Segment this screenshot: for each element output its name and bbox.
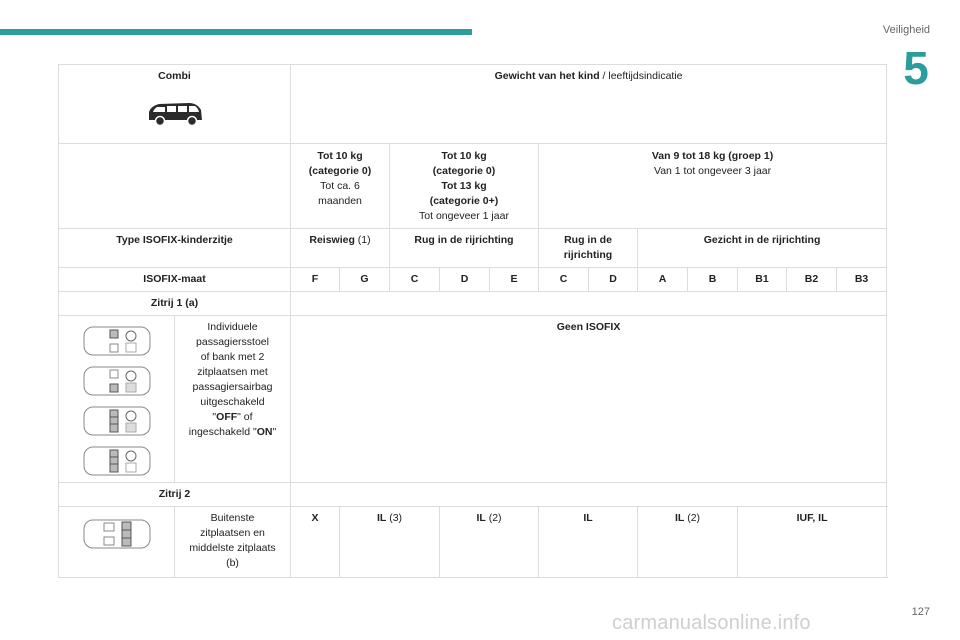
zitrij1-desc-line: passagiersstoel [196, 336, 269, 348]
group-0-line1: Tot 10 kg [317, 150, 363, 162]
group-1-line5: Tot ongeveer 1 jaar [419, 210, 509, 222]
zitrij2-desc-line: zitplaatsen en [200, 527, 265, 539]
zitrij2-value-gezicht: IUF, IL [738, 507, 887, 578]
van-icon [145, 98, 205, 128]
size-cell: A [638, 268, 688, 292]
header-accent-bar [0, 29, 472, 35]
zitrij2-value-rug2: IL [674, 512, 685, 524]
zitrij1-desc-line: Individuele [207, 321, 258, 333]
size-cell: F [291, 268, 340, 292]
zitrij1-header-row [59, 292, 887, 316]
seat-layout-icon [82, 444, 152, 478]
zitrij2-header-row [59, 483, 887, 507]
seat-layout-icon [82, 517, 152, 551]
zitrij2-desc-line: (b) [226, 557, 239, 569]
vehicle-label: Combi [158, 70, 191, 82]
weight-heading: Gewicht van het kind [494, 70, 600, 82]
size-row [59, 268, 887, 292]
size-cell: B [688, 268, 738, 292]
seat-layout-icon [82, 324, 152, 358]
size-cell: C [390, 268, 440, 292]
zitrij2-desc-line: middelste zitplaats [189, 542, 276, 554]
rug-label-2: Rug in de rijrichting [539, 229, 638, 268]
zitrij2-value-group0plus: IL [476, 512, 486, 524]
group-0-line2: (categorie 0) [308, 165, 372, 177]
size-cell: G [340, 268, 390, 292]
zitrij1-desc-line: zitplaatsen met [197, 366, 268, 378]
size-cell: D [440, 268, 490, 292]
weight-heading-rest: / leeftijdsindicatie [599, 70, 683, 82]
seat-layout-icon [82, 364, 152, 398]
group-2-line2: Van 1 tot ongeveer 3 jaar [653, 165, 772, 177]
geen-isofix: Geen ISOFIX [291, 316, 887, 483]
type-label: Type ISOFIX-kinderzitje [59, 229, 291, 268]
zitrij2-row: Buitenste zitplaatsen en middelste zitplaats (b) X IL (3) IL (2) IL IL (2) IUF, IL [59, 507, 887, 578]
group-2-line1: Van 9 tot 18 kg (groep 1) [651, 150, 774, 162]
zitrij1-desc-line: uitgeschakeld [200, 396, 265, 408]
group-1-line4: (categorie 0+) [429, 195, 499, 207]
table-header-row [59, 65, 887, 144]
type-row [59, 229, 887, 268]
size-cell: C [539, 268, 589, 292]
zitrij1-label: Zitrij 1 (a) [59, 292, 291, 316]
zitrij1-row [59, 316, 887, 483]
gezicht-label: Gezicht in de rijrichting [638, 229, 887, 268]
on-label: ON [256, 426, 273, 438]
group-1-line1: Tot 10 kg [441, 150, 487, 162]
size-cell: E [490, 268, 539, 292]
reiswieg-note: (1) [354, 234, 371, 246]
zitrij1-desc-line: passagiersairbag [192, 381, 273, 393]
seat-diagrams-row1 [62, 320, 171, 478]
group-row [59, 144, 887, 229]
zitrij2-value-group0: IL [376, 512, 387, 524]
rug-label-1: Rug in de rijrichting [390, 229, 539, 268]
off-label: OFF [216, 411, 238, 423]
size-cell: B2 [787, 268, 837, 292]
group-1-line2: (categorie 0) [432, 165, 496, 177]
size-label: ISOFIX-maat [59, 268, 291, 292]
seat-layout-icon [82, 404, 152, 438]
zitrij2-desc-line: Buitenste [210, 512, 255, 524]
page-number: 127 [911, 606, 930, 618]
chapter-number: 5 [903, 42, 929, 94]
reiswieg-label: Reiswieg [309, 234, 355, 246]
size-cell: B1 [738, 268, 787, 292]
zitrij1-desc-line: of bank met 2 [200, 351, 265, 363]
zitrij2-value-rug1: IL [539, 507, 638, 578]
on-line: ingeschakeld "ON" [188, 426, 277, 438]
zitrij2-value-reiswieg: X [291, 507, 340, 578]
group-1-line3: Tot 13 kg [441, 180, 487, 192]
size-cell: B3 [837, 268, 887, 292]
zitrij2-label: Zitrij 2 [59, 483, 291, 507]
size-cell: D [589, 268, 638, 292]
group-0-line3: Tot ca. 6 [320, 180, 360, 192]
off-line: "OFF" of [212, 411, 253, 423]
isofix-table [58, 64, 887, 578]
section-title: Veiligheid [882, 24, 930, 36]
watermark-link[interactable]: carmanualsonline.info [612, 612, 811, 634]
group-0-line4: maanden [318, 195, 362, 207]
